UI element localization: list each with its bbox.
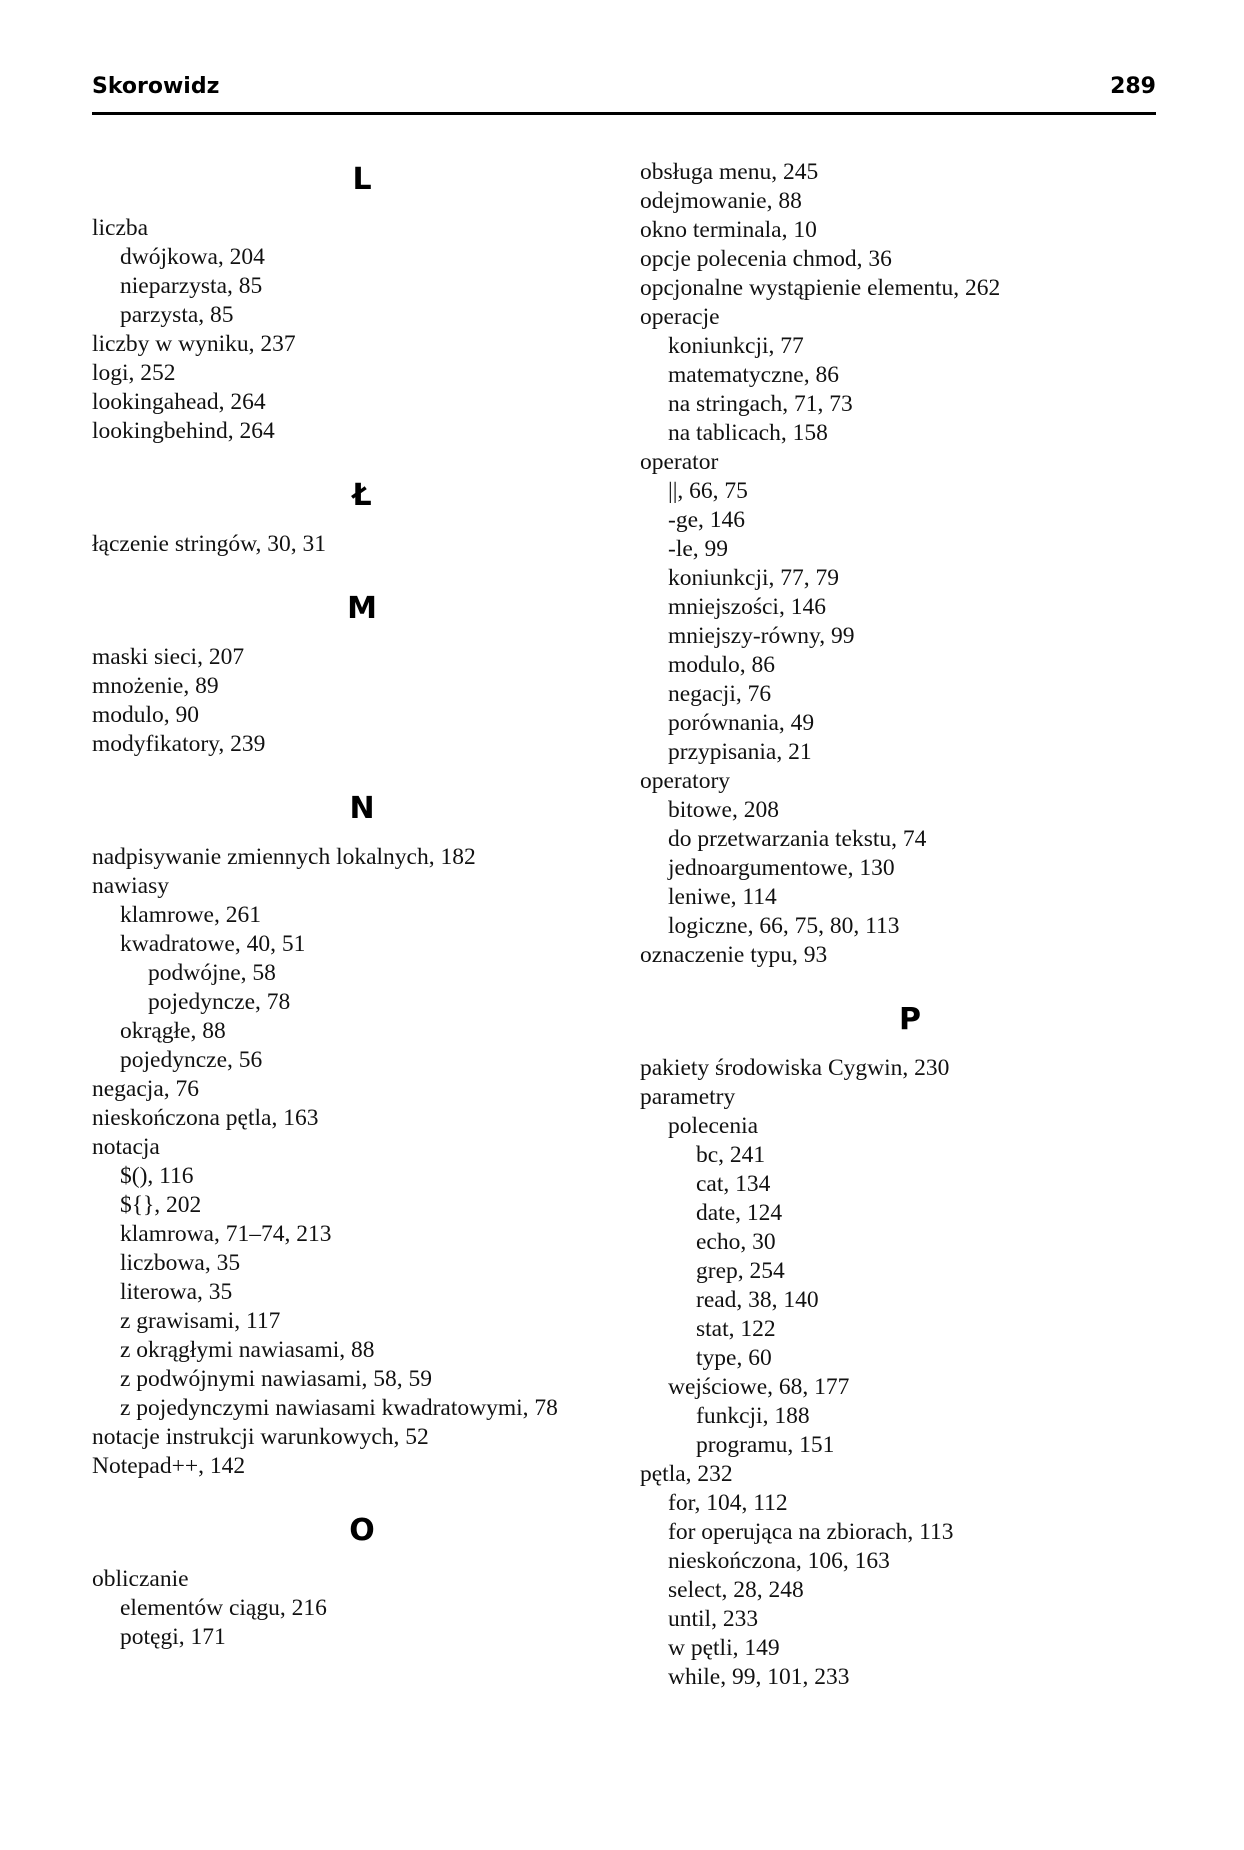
- index-entry: mniejszy-równy, 99: [668, 623, 855, 649]
- index-entry: odejmowanie, 88: [640, 188, 802, 214]
- index-entry: stat, 122: [696, 1316, 776, 1342]
- index-entry: ${}, 202: [120, 1192, 202, 1218]
- index-entry: w pętli, 149: [668, 1635, 780, 1661]
- index-entry: for operująca na zbiorach, 113: [668, 1519, 954, 1545]
- index-entry: z podwójnymi nawiasami, 58, 59: [120, 1366, 432, 1392]
- page-header: [92, 74, 1156, 115]
- index-entry: leniwe, 114: [668, 884, 777, 910]
- index-entry: operacje: [640, 304, 720, 330]
- section-letter: L: [352, 162, 372, 197]
- index-entry: nieskończona, 106, 163: [668, 1548, 890, 1574]
- section-letter: Ł: [352, 478, 372, 513]
- index-entry: logi, 252: [92, 360, 176, 386]
- index-entry: bitowe, 208: [668, 797, 779, 823]
- index-entry: nadpisywanie zmiennych lokalnych, 182: [92, 844, 476, 870]
- index-entry: read, 38, 140: [696, 1287, 819, 1313]
- index-entry: maski sieci, 207: [92, 644, 245, 670]
- index-entry: literowa, 35: [120, 1279, 233, 1305]
- index-entry: na tablicach, 158: [668, 420, 828, 446]
- index-entry: funkcji, 188: [696, 1403, 810, 1429]
- index-entry: liczba: [92, 215, 149, 241]
- index-entry: pojedyncze, 78: [148, 989, 291, 1015]
- section-letter: O: [349, 1513, 375, 1548]
- index-entry: nawiasy: [92, 873, 170, 899]
- index-entry: mniejszości, 146: [668, 594, 826, 620]
- index-entry: lookingbehind, 264: [92, 418, 275, 444]
- index-entry: porównania, 49: [668, 710, 815, 736]
- index-entry: while, 99, 101, 233: [668, 1664, 850, 1690]
- index-entry: dwójkowa, 204: [120, 244, 265, 270]
- index-entry: programu, 151: [696, 1432, 835, 1458]
- page-number: 289: [1110, 74, 1156, 99]
- index-entry: klamrowa, 71–74, 213: [120, 1221, 332, 1247]
- index-entry: operatory: [640, 768, 731, 794]
- index-entry: klamrowe, 261: [120, 902, 261, 928]
- index-entry: podwójne, 58: [148, 960, 276, 986]
- index-entry: echo, 30: [696, 1229, 776, 1255]
- index-entry: modulo, 90: [92, 702, 200, 728]
- index-entry: Notepad++, 142: [92, 1453, 246, 1479]
- index-entry: until, 233: [668, 1606, 759, 1632]
- running-title: Skorowidz: [92, 74, 220, 99]
- index-entry: cat, 134: [696, 1171, 771, 1197]
- index-entry: okrągłe, 88: [120, 1018, 226, 1044]
- index-column-right: [640, 158, 1180, 1692]
- index-column-left: [92, 160, 632, 1652]
- index-entry: nieskończona pętla, 163: [92, 1105, 319, 1131]
- index-entry: elementów ciągu, 216: [120, 1595, 327, 1621]
- index-entry: opcjonalne wystąpienie elementu, 262: [640, 275, 1001, 301]
- index-entry: date, 124: [696, 1200, 783, 1226]
- index-entry: bc, 241: [696, 1142, 766, 1168]
- index-entry: select, 28, 248: [668, 1577, 804, 1603]
- index-entry: negacji, 76: [668, 681, 772, 707]
- section-letter: P: [899, 1002, 921, 1037]
- index-entry: for, 104, 112: [668, 1490, 788, 1516]
- index-entry: negacja, 76: [92, 1076, 200, 1102]
- index-entry: z pojedynczymi nawiasami kwadratowymi, 78: [120, 1395, 558, 1421]
- index-entry: polecenia: [668, 1113, 759, 1139]
- index-entry: notacja: [92, 1134, 160, 1160]
- index-entry: kwadratowe, 40, 51: [120, 931, 306, 957]
- index-entry: oznaczenie typu, 93: [640, 942, 828, 968]
- index-entry: pętla, 232: [640, 1461, 733, 1487]
- index-entry: -le, 99: [668, 536, 729, 562]
- index-entry: mnożenie, 89: [92, 673, 219, 699]
- index-entry: liczbowa, 35: [120, 1250, 241, 1276]
- index-entry: $(), 116: [120, 1163, 194, 1189]
- index-entry: wejściowe, 68, 177: [668, 1374, 850, 1400]
- index-entry: nieparzysta, 85: [120, 273, 263, 299]
- index-entry: pakiety środowiska Cygwin, 230: [640, 1055, 950, 1081]
- index-entry: parametry: [640, 1084, 736, 1110]
- index-entry: opcje polecenia chmod, 36: [640, 246, 892, 272]
- index-entry: na stringach, 71, 73: [668, 391, 853, 417]
- index-entry: potęgi, 171: [120, 1624, 226, 1650]
- index-entry: parzysta, 85: [120, 302, 234, 328]
- index-entry: -ge, 146: [668, 507, 746, 533]
- index-entry: operator: [640, 449, 719, 475]
- index-entry: ||, 66, 75: [668, 478, 748, 504]
- index-entry: przypisania, 21: [668, 739, 812, 765]
- section-letter: M: [347, 591, 377, 626]
- index-entry: obliczanie: [92, 1566, 189, 1592]
- section-letter: N: [349, 791, 375, 826]
- index-entry: koniunkcji, 77, 79: [668, 565, 840, 591]
- index-entry: do przetwarzania tekstu, 74: [668, 826, 927, 852]
- index-entry: jednoargumentowe, 130: [668, 855, 895, 881]
- index-entry: lookingahead, 264: [92, 389, 266, 415]
- index-entry: notacje instrukcji warunkowych, 52: [92, 1424, 429, 1450]
- index-entry: grep, 254: [696, 1258, 785, 1284]
- index-entry: pojedyncze, 56: [120, 1047, 263, 1073]
- index-entry: obsługa menu, 245: [640, 159, 819, 185]
- index-entry: type, 60: [696, 1345, 772, 1371]
- index-entry: liczby w wyniku, 237: [92, 331, 296, 357]
- index-entry: matematyczne, 86: [668, 362, 839, 388]
- index-entry: logiczne, 66, 75, 80, 113: [668, 913, 900, 939]
- index-entry: okno terminala, 10: [640, 217, 817, 243]
- index-entry: koniunkcji, 77: [668, 333, 804, 359]
- index-entry: z okrągłymi nawiasami, 88: [120, 1337, 375, 1363]
- index-entry: łączenie stringów, 30, 31: [92, 531, 327, 557]
- index-entry: z grawisami, 117: [120, 1308, 281, 1334]
- index-entry: modulo, 86: [668, 652, 776, 678]
- index-entry: modyfikatory, 239: [92, 731, 266, 757]
